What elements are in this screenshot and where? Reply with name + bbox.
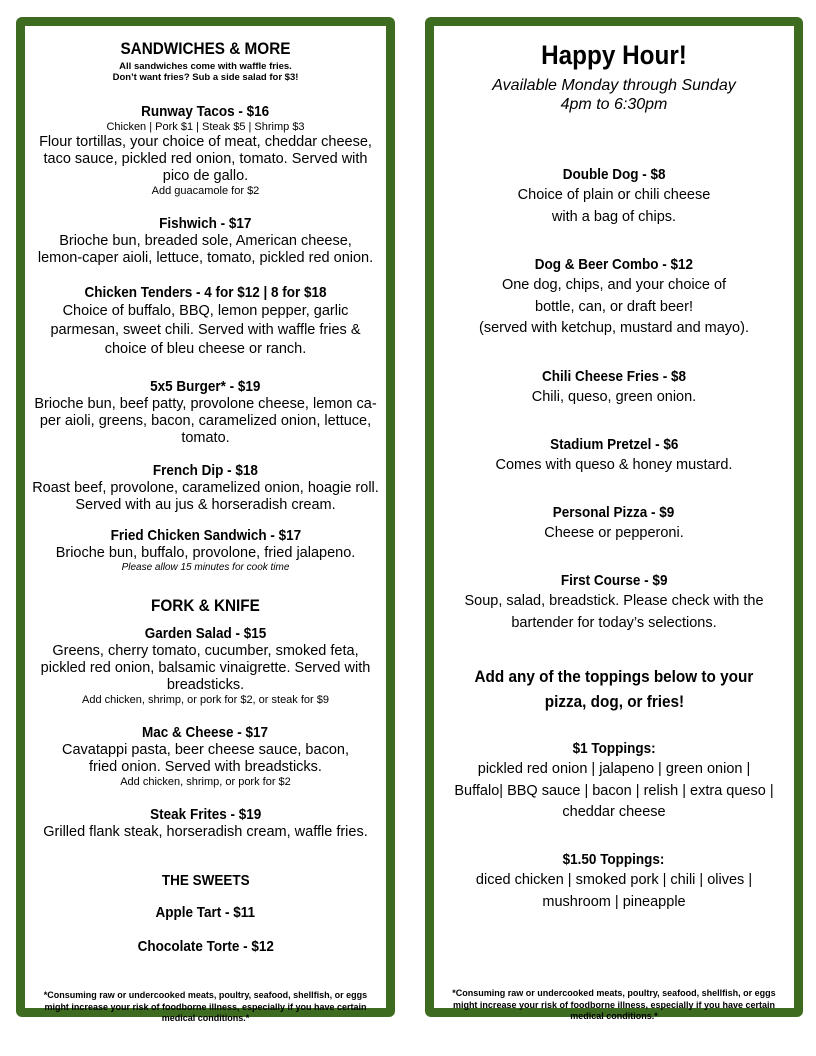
item-title: Chili Cheese Fries - $8 <box>541 368 687 385</box>
item-note: Add guacamole for $2 <box>151 185 260 197</box>
item-title: Stadium Pretzel - $6 <box>549 436 679 453</box>
toppings-title: $1 Toppings: <box>572 740 656 757</box>
item-desc-line: fried onion. Served with breadsticks. <box>89 759 322 775</box>
item-desc-line: choice of bleu cheese or ranch. <box>104 341 307 357</box>
item-desc-line: Brioche bun, breaded sole, American cheese, <box>59 233 352 249</box>
item-title: Garden Salad - $15 <box>144 625 267 642</box>
toppings-title: $1.50 Toppings: <box>563 851 665 868</box>
item-title: French Dip - $18 <box>152 462 259 479</box>
toppings-heading-line-1: Add any of the toppings below to your <box>474 667 754 686</box>
toppings-line: pickled red onion | jalapeno | green onion | <box>477 761 751 777</box>
item-title: Steak Frites - $19 <box>149 806 262 823</box>
toppings-line: diced chicken | smoked pork | chili | olives | <box>475 872 753 888</box>
item-desc-line: Brioche bun, beef patty, provolone cheese, lemon ca- <box>34 396 377 412</box>
menu-item-chocolate-torte <box>31 938 380 956</box>
item-desc-line: taco sauce, pickled red onion, tomato. Served with <box>43 151 368 167</box>
sandwiches-section <box>31 39 380 83</box>
item-desc-line: bartender for today’s selections. <box>511 614 717 631</box>
toppings-line: Buffalo| BBQ sauce | bacon | relish | extra queso | <box>454 782 774 799</box>
item-title: Mac & Cheese - $17 <box>142 724 269 741</box>
item-sub: Chicken | Pork $1 | Steak $5 | Shrimp $3 <box>106 121 305 133</box>
happy-hour-subtitle-1: Available Monday through Sunday <box>492 77 736 94</box>
sandwiches-note-2: Don’t want fries? Sub a side salad for $3! <box>112 72 299 83</box>
hh-item-personal-pizza <box>440 502 788 545</box>
hh-item-dog-beer-combo <box>440 254 788 340</box>
item-title: Apple Tart - $11 <box>155 904 256 921</box>
item-desc-line: Brioche bun, buffalo, provolone, fried jalapeno. <box>55 545 356 561</box>
item-desc-line: Comes with queso & honey mustard. <box>495 457 733 473</box>
menu-item-mac-cheese <box>31 724 380 789</box>
sweets-section <box>31 872 380 890</box>
item-note: Add chicken, shrimp, or pork for $2 <box>120 776 291 788</box>
item-desc-line: parmesan, sweet chili. Served with waffle fries & <box>50 322 361 338</box>
fork-knife-section <box>31 596 380 616</box>
menu-item-runway-tacos <box>31 103 380 198</box>
item-title: Fishwich - $17 <box>159 215 252 232</box>
item-desc-line: lemon-caper aioli, lettuce, tomato, pickled red onion. <box>37 250 374 266</box>
item-title: Fried Chicken Sandwich - $17 <box>110 527 301 544</box>
item-desc-line: Choice of plain or chili cheese <box>517 187 711 203</box>
sandwiches-note-1: All sandwiches come with waffle fries. <box>119 61 292 72</box>
item-title: Runway Tacos - $16 <box>141 103 270 120</box>
right-disclaimer: *Consuming raw or undercooked meats, poultry, seafood, shellfish, or eggs might increase your risk of foodborne illness, especially if you have certain medical conditions.* <box>452 988 776 1021</box>
item-title: Personal Pizza - $9 <box>553 504 675 521</box>
item-desc-line: per aioli, greens, bacon, caramelized onion, lettuce, <box>39 413 372 429</box>
right-menu-panel <box>425 17 803 1021</box>
menu-item-french-dip <box>31 462 380 514</box>
menu-item-steak-frites <box>31 806 380 841</box>
toppings-150-dollar <box>440 849 788 913</box>
item-note: Add chicken, shrimp, or pork for $2, or steak for $9 <box>81 694 329 706</box>
toppings-heading-line-2: pizza, dog, or fries! <box>544 692 684 711</box>
item-desc-line: with a bag of chips. <box>551 208 677 225</box>
item-desc-line: Cavatappi pasta, beer cheese sauce, bacon, <box>62 742 349 758</box>
item-desc-line: One dog, chips, and your choice of <box>501 277 727 293</box>
sweets-heading: THE SWEETS <box>161 872 250 889</box>
toppings-1-dollar <box>440 738 788 824</box>
menu-item-garden-salad <box>31 625 380 707</box>
menu-item-fried-chicken-sandwich <box>31 527 380 574</box>
left-menu-panel <box>16 17 395 1023</box>
hh-item-double-dog <box>440 164 788 228</box>
hh-item-stadium-pretzel <box>440 434 788 477</box>
item-desc-line: pico de gallo. <box>162 168 249 184</box>
item-desc-line: breadsticks. <box>166 677 245 693</box>
toppings-line: mushroom | pineapple <box>542 893 686 910</box>
item-desc-line: pickled red onion, balsamic vinaigrette. Served with <box>40 660 371 676</box>
hh-item-chili-cheese-fries <box>440 366 788 409</box>
hh-item-first-course <box>440 570 788 634</box>
item-desc-line: Cheese or pepperoni. <box>544 525 684 541</box>
happy-hour-title: Happy Hour! <box>541 40 687 70</box>
item-desc-line: Soup, salad, breadstick. Please check with the <box>464 593 764 609</box>
menu-item-fishwich <box>31 215 380 267</box>
menu-item-burger <box>31 378 380 447</box>
item-title: 5x5 Burger* - $19 <box>150 378 261 395</box>
item-desc-line: Choice of buffalo, BBQ, lemon pepper, garlic <box>62 303 349 319</box>
item-title: Dog & Beer Combo - $12 <box>534 256 694 273</box>
item-title: Double Dog - $8 <box>562 166 666 183</box>
left-disclaimer: *Consuming raw or undercooked meats, poultry, seafood, shellfish, or eggs might increase your risk of foodborne illness, especially if you have certain medical conditions.* <box>43 990 368 1023</box>
sandwiches-heading: SANDWICHES & MORE <box>120 39 291 58</box>
item-desc-line: Roast beef, provolone, caramelized onion, hoagie roll. <box>32 480 379 496</box>
toppings-heading <box>440 664 788 714</box>
happy-hour-subtitle-2: 4pm to 6:30pm <box>560 96 668 113</box>
item-desc-line: Grilled flank steak, horseradish cream, waffle fries. <box>43 824 368 840</box>
item-desc-line: Flour tortillas, your choice of meat, cheddar cheese, <box>39 134 372 150</box>
item-desc-line: Greens, cherry tomato, cucumber, smoked feta, <box>52 643 359 659</box>
menu-item-chicken-tenders <box>31 284 380 359</box>
item-title: Chocolate Torte - $12 <box>137 938 274 955</box>
item-desc-line: (served with ketchup, mustard and mayo). <box>479 320 749 336</box>
item-desc-line: bottle, can, or draft beer! <box>535 298 693 315</box>
item-desc-line: tomato. <box>181 430 230 446</box>
item-note: Please allow 15 minutes for cook time <box>121 562 290 573</box>
fork-knife-heading: FORK & KNIFE <box>151 596 260 615</box>
happy-hour-header <box>440 38 788 114</box>
toppings-line: cheddar cheese <box>562 804 666 820</box>
item-desc-line: Chili, queso, green onion. <box>531 389 697 405</box>
item-desc-line: Served with au jus & horseradish cream. <box>75 497 336 513</box>
item-title: Chicken Tenders - 4 for $12 | 8 for $18 <box>84 284 327 301</box>
item-title: First Course - $9 <box>560 572 668 589</box>
menu-item-apple-tart <box>31 904 380 922</box>
